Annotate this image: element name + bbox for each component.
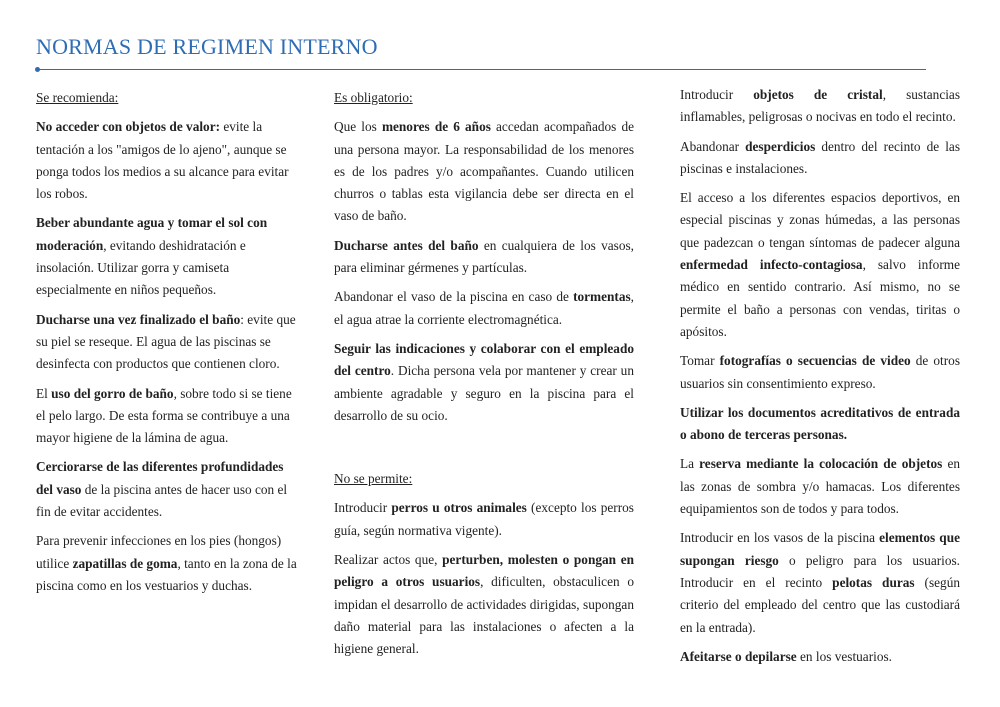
paragraph: La reserva mediante la colocación de objetos en las zonas de sombra y/o hamacas. Los diferentes equipamientos son de todos y para todos.	[680, 456, 960, 517]
paragraph: Ducharse antes del baño en cualquiera de los vasos, para eliminar gérmenes y partículas.	[334, 237, 634, 276]
paragraph: Para prevenir infecciones en los pies (hongos) utilice zapatillas de goma, tanto en la zona de la piscina como en los vestuarios y duchas.	[36, 533, 297, 593]
section-heading-obligatorio: Es obligatorio:	[334, 90, 413, 105]
column-recomienda	[36, 87, 298, 604]
page-title: NORMAS DE REGIMEN INTERNO	[36, 34, 378, 59]
paragraph: El uso del gorro de baño, sobre todo si se tiene el pelo largo. De esta forma se contribuye a una mayor higiene de la lámina de agua.	[36, 385, 292, 446]
paragraph: Introducir objetos de cristal, sustancias inflamables, peligrosas o nocivas en todo el recinto.	[680, 87, 960, 125]
paragraph: Abandonar desperdicios dentro del recinto de las piscinas e instalaciones.	[680, 138, 960, 176]
paragraph: No acceder con objetos de valor: evite la tentación a los "amigos de lo ajeno", aunque se ponga todos los medios a su alcance para evitar los robos.	[36, 119, 289, 202]
section-heading-recomienda: Se recomienda:	[36, 90, 119, 105]
paragraph: Realizar actos que, perturben, molesten o pongan en peligro a otros usuarios, dificulten, obstaculicen o impidan el desarrollo de actividades dirigidas, supongan daño material para las instalaciones o afecten a la higiene general.	[334, 552, 635, 657]
paragraph: Afeitarse o depilarse en los vestuarios.	[680, 648, 892, 664]
paragraph: El acceso a los diferentes espacios deportivos, en especial piscinas y zonas húmedas, a las personas que padezcan o tengan síntomas de padecer alguna enfermedad infecto-contagiosa, salvo informe médico en sentido contrario. Así mismo, no se permite el baño a personas con vendas, tiritas o apósitos.	[680, 190, 960, 339]
title-rule	[38, 69, 926, 70]
paragraph: Tomar fotografías o secuencias de video de otros usuarios sin consentimiento expreso.	[680, 353, 961, 391]
paragraph: Ducharse una vez finalizado el baño: evite que su piel se reseque. El agua de las piscinas se desinfecta con productos que contienen cloro.	[36, 311, 296, 372]
paragraph: Cerciorarse de las diferentes profundidades del vaso de la piscina antes de hacer uso con el fin de evitar accidentes.	[36, 459, 288, 520]
column-no-se-permite-cont	[680, 84, 960, 675]
paragraph: Abandonar el vaso de la piscina en caso de tormentas, el agua atrae la corriente electromagnética.	[334, 289, 634, 327]
paragraph: Que los menores de 6 años accedan acompañados de una persona mayor. La responsabilidad de los menores es de los padres y/o acompañantes. Cuando utilicen churros o tablas esta vigilancia debe ser directa en el vaso de baño.	[334, 119, 634, 224]
paragraph: Utilizar los documentos acreditativos de entrada o abono de terceras personas.	[680, 404, 960, 443]
paragraph: Seguir las indicaciones y colaborar con el empleado del centro. Dicha persona vela por mantener y crear un ambiente agradable y seguro en la piscina para el desarrollo de su ocio.	[334, 340, 634, 423]
column-obligatorio	[334, 87, 634, 668]
paragraph: Introducir perros u otros animales (excepto los perros guía, según normativa vigente).	[334, 500, 634, 538]
paragraph: Introducir en los vasos de la piscina elementos que supongan riesgo o peligro para los usuarios. Introducir en el recinto pelotas duras (según criterio del empleado del centro que las custodiará en la entrada).	[680, 530, 960, 635]
section-heading-no-se-permite: No se permite:	[334, 471, 413, 487]
paragraph: Beber abundante agua y tomar el sol con moderación, evitando deshidratación e insolación. Utilizar gorra y camiseta especialmente en niños pequeños.	[36, 215, 268, 298]
